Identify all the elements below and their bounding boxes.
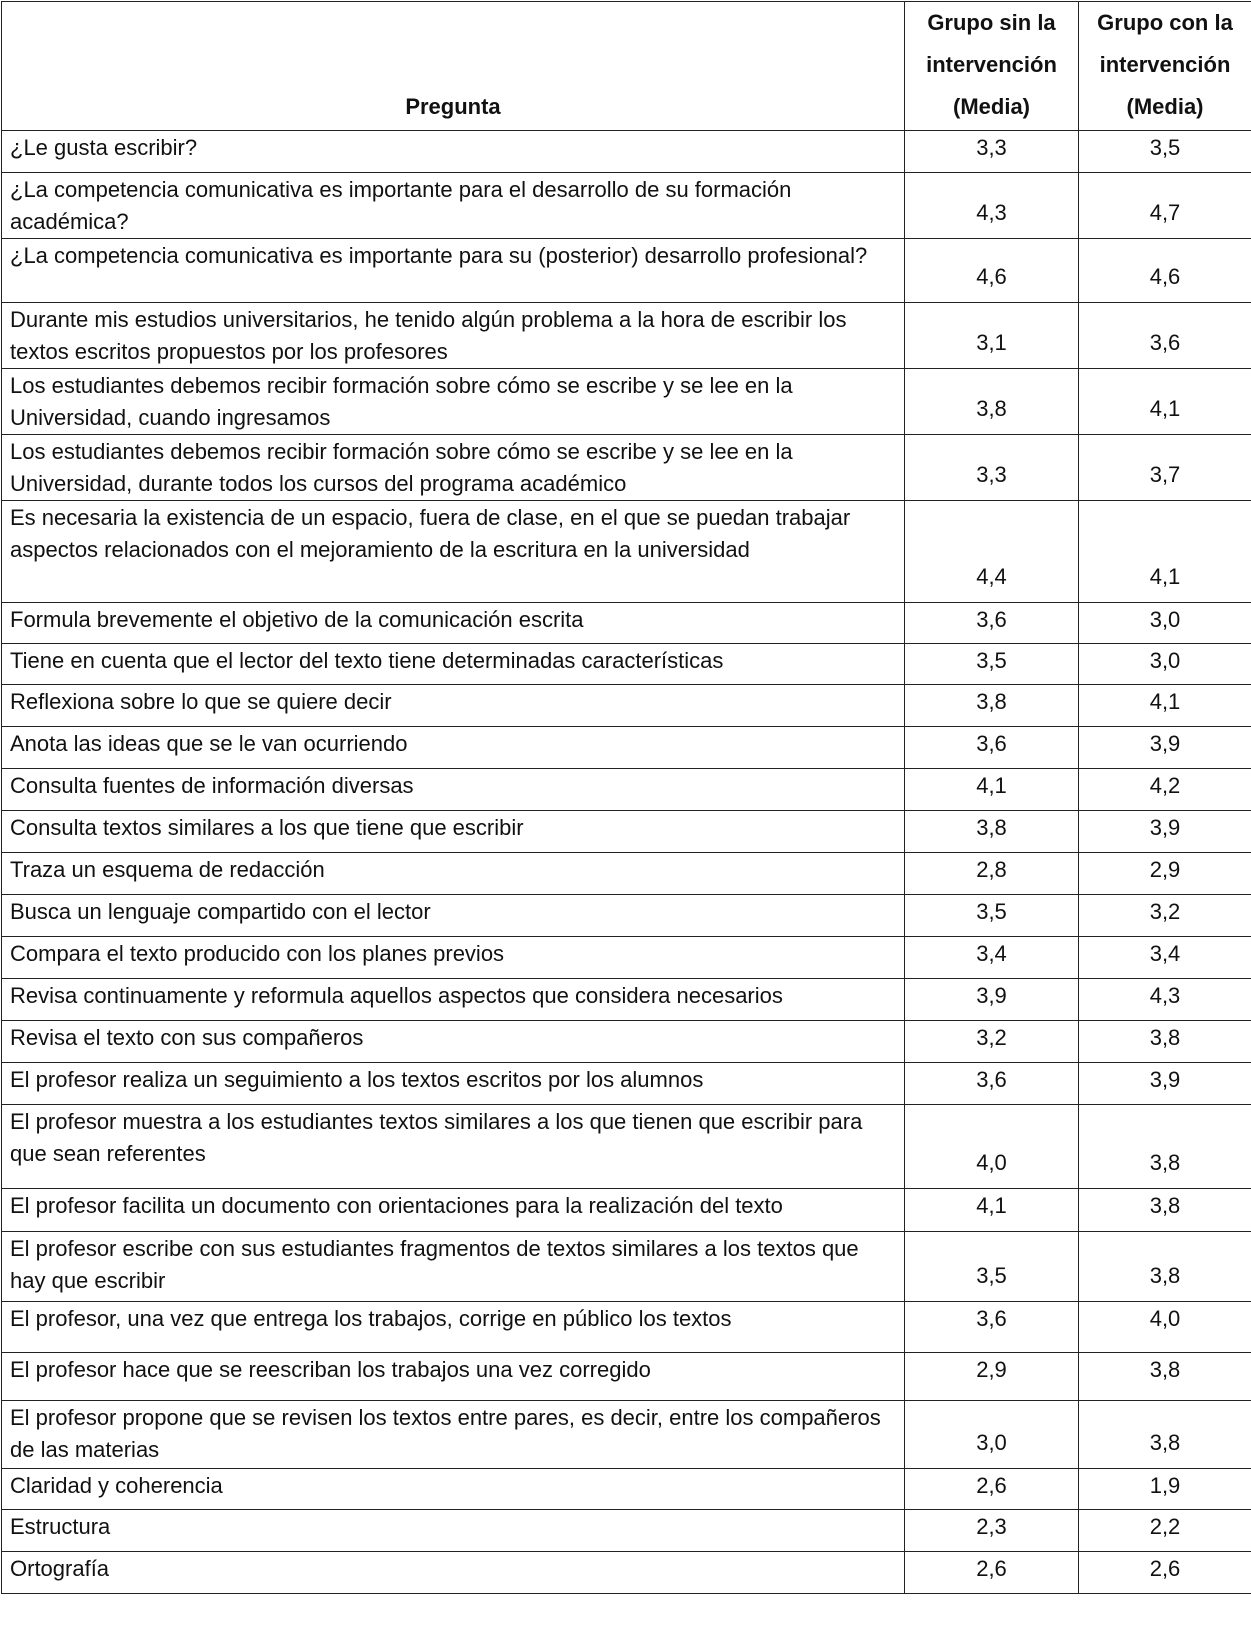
mean-with-cell: 4,1	[1079, 685, 1251, 727]
mean-with-cell: 1,9	[1079, 1469, 1251, 1510]
question-cell: Formula brevemente el objetivo de la comunicación escrita	[2, 603, 905, 644]
mean-without-cell: 3,5	[905, 1232, 1079, 1302]
question-cell: El profesor propone que se revisen los textos entre pares, es decir, entre los compañeros de las materias	[2, 1401, 905, 1469]
table-row	[2, 937, 1251, 979]
question-cell: Es necesaria la existencia de un espacio, fuera de clase, en el que se puedan trabajar aspectos relacionados con el mejoramiento de la escritura en la universidad	[2, 501, 905, 603]
table-row	[2, 173, 1251, 239]
table-row	[2, 1302, 1251, 1353]
question-cell: Los estudiantes debemos recibir formación sobre cómo se escribe y se lee en la Universidad, durante todos los cursos del programa académico	[2, 435, 905, 501]
table-row	[2, 131, 1251, 173]
table-row	[2, 303, 1251, 369]
table-row	[2, 1401, 1251, 1469]
mean-with-cell: 3,8	[1079, 1105, 1251, 1189]
table-row	[2, 644, 1251, 685]
mean-without-cell: 3,6	[905, 603, 1079, 644]
mean-with-cell: 4,0	[1079, 1302, 1251, 1353]
mean-with-cell: 3,9	[1079, 811, 1251, 853]
table-row	[2, 1353, 1251, 1401]
mean-without-cell: 4,3	[905, 173, 1079, 239]
survey-table	[1, 1, 1251, 1594]
mean-with-cell: 3,9	[1079, 1063, 1251, 1105]
mean-with-cell: 4,2	[1079, 769, 1251, 811]
question-cell: El profesor facilita un documento con orientaciones para la realización del texto	[2, 1189, 905, 1232]
mean-without-cell: 3,0	[905, 1401, 1079, 1469]
mean-with-cell: 4,7	[1079, 173, 1251, 239]
mean-with-cell: 3,8	[1079, 1232, 1251, 1302]
mean-with-cell: 3,7	[1079, 435, 1251, 501]
header-row	[2, 2, 1251, 131]
question-cell: Compara el texto producido con los planes previos	[2, 937, 905, 979]
mean-with-cell: 3,8	[1079, 1021, 1251, 1063]
mean-with-cell: 4,1	[1079, 369, 1251, 435]
mean-with-cell: 2,9	[1079, 853, 1251, 895]
question-cell: El profesor escribe con sus estudiantes fragmentos de textos similares a los textos que hay que escribir	[2, 1232, 905, 1302]
mean-without-cell: 4,6	[905, 239, 1079, 303]
table-row	[2, 769, 1251, 811]
question-cell: ¿La competencia comunicativa es importante para su (posterior) desarrollo profesional?	[2, 239, 905, 303]
mean-without-cell: 4,1	[905, 1189, 1079, 1232]
table-row	[2, 239, 1251, 303]
table-row	[2, 501, 1251, 603]
mean-without-cell: 3,8	[905, 811, 1079, 853]
mean-without-cell: 4,1	[905, 769, 1079, 811]
mean-with-cell: 4,6	[1079, 239, 1251, 303]
question-cell: Durante mis estudios universitarios, he tenido algún problema a la hora de escribir los textos escritos propuestos por los profesores	[2, 303, 905, 369]
question-cell: ¿La competencia comunicativa es importante para el desarrollo de su formación académica?	[2, 173, 905, 239]
question-cell: Estructura	[2, 1510, 905, 1552]
mean-without-cell: 2,9	[905, 1353, 1079, 1401]
question-cell: Traza un esquema de redacción	[2, 853, 905, 895]
mean-with-cell: 2,6	[1079, 1552, 1251, 1594]
question-cell: Ortografía	[2, 1552, 905, 1594]
mean-without-cell: 3,3	[905, 435, 1079, 501]
mean-with-cell: 3,6	[1079, 303, 1251, 369]
mean-without-cell: 2,3	[905, 1510, 1079, 1552]
mean-with-cell: 3,8	[1079, 1353, 1251, 1401]
question-cell: Los estudiantes debemos recibir formación sobre cómo se escribe y se lee en la Universidad, cuando ingresamos	[2, 369, 905, 435]
mean-without-cell: 3,6	[905, 1302, 1079, 1353]
mean-without-cell: 3,6	[905, 727, 1079, 769]
table-row	[2, 979, 1251, 1021]
question-cell: ¿Le gusta escribir?	[2, 131, 905, 173]
mean-with-cell: 3,0	[1079, 644, 1251, 685]
mean-without-cell: 4,4	[905, 501, 1079, 603]
header-grupo-sin: Grupo sin la intervención (Media)	[905, 2, 1079, 131]
mean-without-cell: 3,8	[905, 685, 1079, 727]
table-row	[2, 811, 1251, 853]
question-cell: Revisa el texto con sus compañeros	[2, 1021, 905, 1063]
question-cell: Claridad y coherencia	[2, 1469, 905, 1510]
mean-without-cell: 3,8	[905, 369, 1079, 435]
question-cell: El profesor muestra a los estudiantes textos similares a los que tienen que escribir para que sean referentes	[2, 1105, 905, 1189]
mean-without-cell: 3,5	[905, 895, 1079, 937]
header-grupo-con: Grupo con la intervención (Media)	[1079, 2, 1251, 131]
mean-without-cell: 2,6	[905, 1469, 1079, 1510]
table-row	[2, 1232, 1251, 1302]
table-row	[2, 895, 1251, 937]
question-cell: Tiene en cuenta que el lector del texto tiene determinadas características	[2, 644, 905, 685]
mean-without-cell: 3,6	[905, 1063, 1079, 1105]
table-row	[2, 603, 1251, 644]
mean-without-cell: 3,3	[905, 131, 1079, 173]
mean-without-cell: 4,0	[905, 1105, 1079, 1189]
mean-with-cell: 4,1	[1079, 501, 1251, 603]
table-row	[2, 1189, 1251, 1232]
mean-with-cell: 3,5	[1079, 131, 1251, 173]
mean-without-cell: 3,5	[905, 644, 1079, 685]
mean-with-cell: 3,8	[1079, 1189, 1251, 1232]
mean-with-cell: 3,9	[1079, 727, 1251, 769]
mean-with-cell: 3,0	[1079, 603, 1251, 644]
question-cell: El profesor hace que se reescriban los trabajos una vez corregido	[2, 1353, 905, 1401]
question-cell: Reflexiona sobre lo que se quiere decir	[2, 685, 905, 727]
table-row	[2, 727, 1251, 769]
question-cell: Consulta textos similares a los que tiene que escribir	[2, 811, 905, 853]
mean-with-cell: 2,2	[1079, 1510, 1251, 1552]
question-cell: Busca un lenguaje compartido con el lector	[2, 895, 905, 937]
question-cell: Revisa continuamente y reformula aquellos aspectos que considera necesarios	[2, 979, 905, 1021]
table-row	[2, 1469, 1251, 1510]
table-row	[2, 1552, 1251, 1594]
question-cell: Consulta fuentes de información diversas	[2, 769, 905, 811]
question-cell: El profesor, una vez que entrega los trabajos, corrige en público los textos	[2, 1302, 905, 1353]
mean-with-cell: 4,3	[1079, 979, 1251, 1021]
question-cell: El profesor realiza un seguimiento a los textos escritos por los alumnos	[2, 1063, 905, 1105]
table-row	[2, 1063, 1251, 1105]
mean-without-cell: 3,2	[905, 1021, 1079, 1063]
mean-with-cell: 3,8	[1079, 1401, 1251, 1469]
mean-without-cell: 3,4	[905, 937, 1079, 979]
mean-with-cell: 3,2	[1079, 895, 1251, 937]
mean-without-cell: 3,1	[905, 303, 1079, 369]
table-row	[2, 435, 1251, 501]
mean-without-cell: 2,8	[905, 853, 1079, 895]
table-row	[2, 853, 1251, 895]
mean-with-cell: 3,4	[1079, 937, 1251, 979]
table-row	[2, 685, 1251, 727]
table-row	[2, 369, 1251, 435]
question-cell: Anota las ideas que se le van ocurriendo	[2, 727, 905, 769]
table-row	[2, 1105, 1251, 1189]
table-row	[2, 1510, 1251, 1552]
mean-without-cell: 3,9	[905, 979, 1079, 1021]
mean-without-cell: 2,6	[905, 1552, 1079, 1594]
table-row	[2, 1021, 1251, 1063]
header-pregunta: Pregunta	[2, 2, 905, 131]
